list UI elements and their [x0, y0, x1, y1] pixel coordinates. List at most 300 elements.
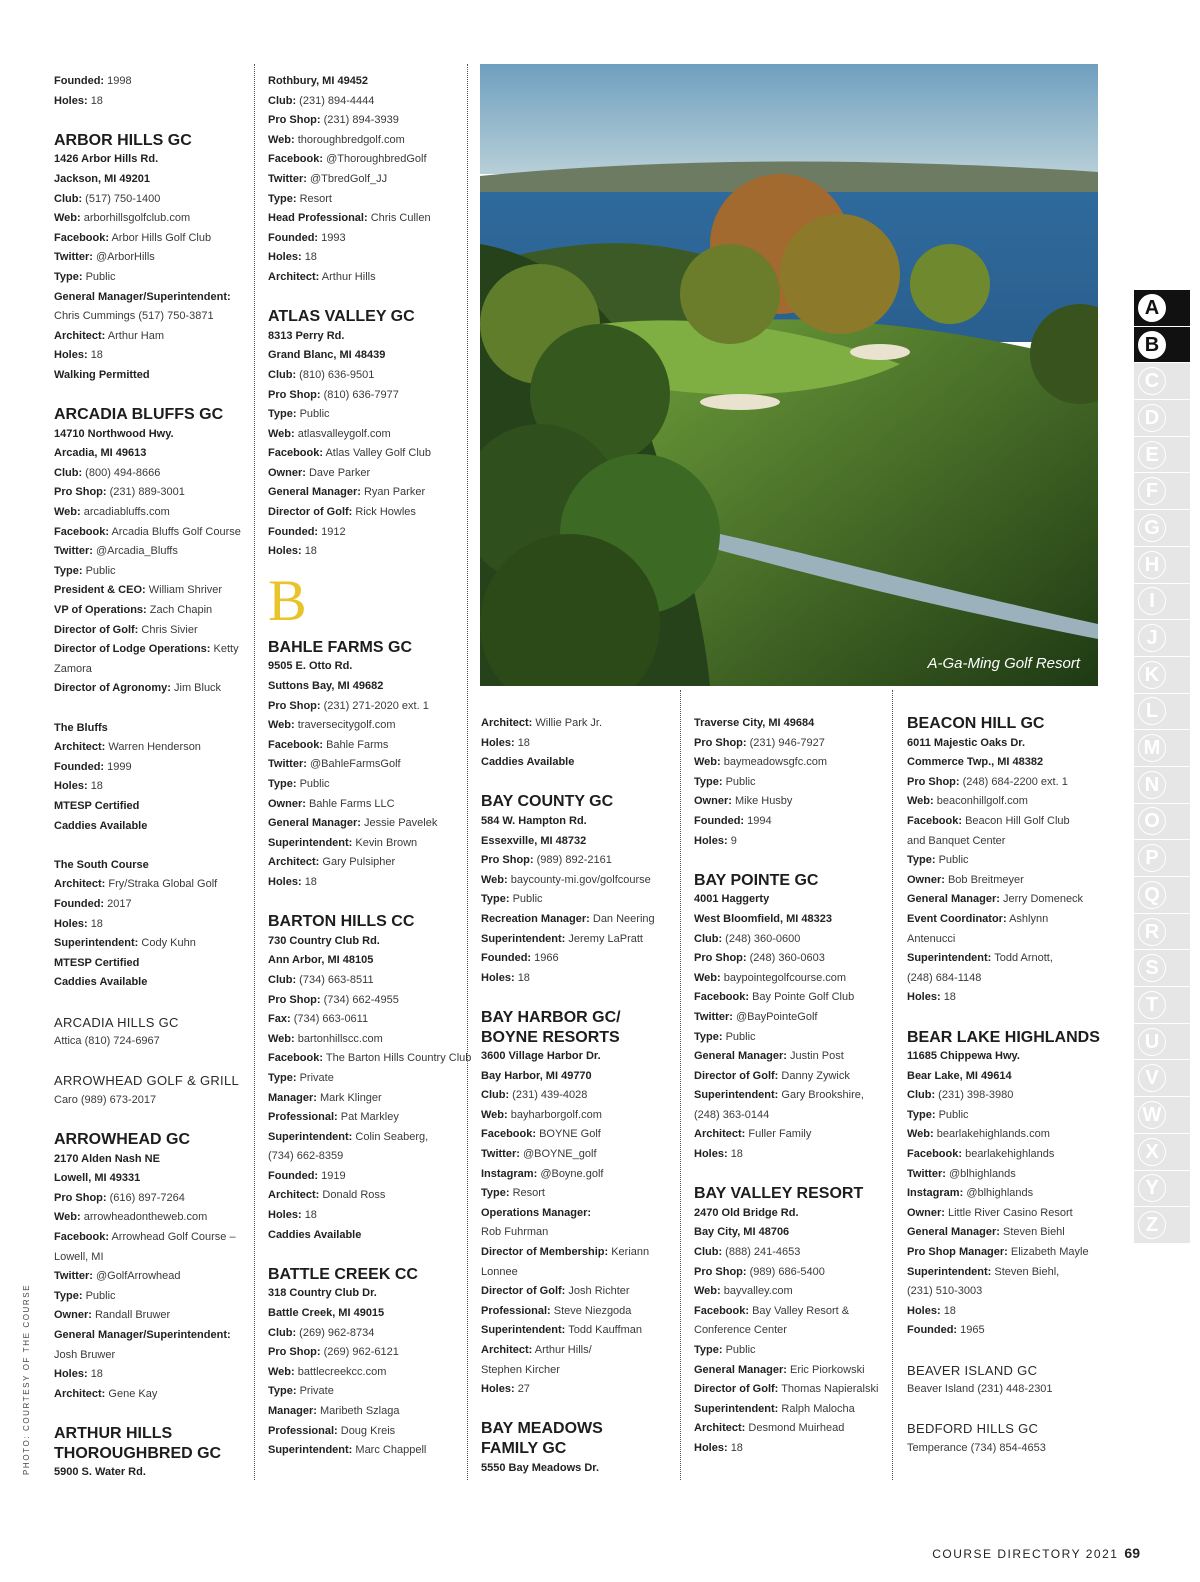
- directory-line: [907, 1165, 1117, 1185]
- course-name: BATTLE CREEK CC: [268, 1265, 418, 1283]
- directory-line: [268, 150, 458, 170]
- field-label: Superintendent:: [907, 1265, 992, 1278]
- spacer: [54, 1404, 244, 1424]
- course-name-minor: BEDFORD HILLS GC: [907, 1421, 1039, 1437]
- field-value: Steven Biehl,: [994, 1265, 1060, 1278]
- index-letter: S: [1138, 954, 1166, 982]
- field-value: 1998: [107, 75, 132, 87]
- field-label: Pro Shop:: [481, 854, 534, 867]
- field-label: General Manager:: [268, 817, 361, 830]
- directory-line: [481, 753, 671, 773]
- field-label: Architect:: [54, 1387, 106, 1400]
- directory-line: [268, 1422, 458, 1442]
- field-label: MTESP Certified: [54, 799, 140, 812]
- photo-caption: A-Ga-Ming Golf Resort: [927, 655, 1080, 672]
- field-value: (800) 494-8666: [85, 466, 161, 479]
- field-value: Jim Bluck: [174, 682, 222, 695]
- course-name: BAHLE FARMS GC: [268, 638, 412, 656]
- field-value: Keriann: [611, 1246, 650, 1259]
- field-value: (734) 663-8511: [299, 973, 374, 986]
- index-letter: U: [1138, 1028, 1166, 1056]
- field-value: Antenucci: [907, 932, 956, 945]
- directory-line: [481, 930, 671, 950]
- directory-line: [481, 1380, 671, 1400]
- field-value: 18: [517, 736, 530, 749]
- field-label: Architect:: [481, 1344, 533, 1356]
- directory-line: [54, 327, 244, 347]
- directory-line: [54, 72, 244, 92]
- directory-line: [481, 1047, 671, 1067]
- field-label: Superintendent:: [481, 1324, 566, 1337]
- directory-line: [54, 1306, 244, 1326]
- index-letter: O: [1138, 807, 1166, 835]
- directory-line: [268, 1226, 458, 1246]
- field-label: Club:: [54, 466, 83, 479]
- field-label: Facebook:: [907, 1148, 963, 1161]
- index-letter: Q: [1138, 881, 1166, 909]
- column-divider: [892, 690, 893, 1480]
- index-tab-g: [1134, 510, 1190, 547]
- course-name: BEAR LAKE HIGHLANDS: [907, 1028, 1100, 1046]
- directory-line: [694, 1204, 884, 1224]
- index-letter: F: [1138, 477, 1166, 505]
- field-label: 3600 Village Harbor Dr.: [481, 1050, 601, 1063]
- field-value: 18: [90, 917, 103, 930]
- field-label: Architect:: [268, 856, 320, 869]
- directory-line: [907, 988, 1117, 1008]
- page-number: 69: [1124, 1545, 1140, 1561]
- field-value: Warren Henderson: [108, 741, 201, 754]
- directory-line: [907, 812, 1117, 832]
- field-value: Beacon Hill Golf Club: [965, 814, 1070, 827]
- directory-line: [54, 1150, 244, 1170]
- directory-line: [54, 444, 244, 464]
- field-value: Josh Richter: [568, 1285, 630, 1298]
- spacer: [907, 1400, 1117, 1420]
- field-value: 1965: [960, 1324, 985, 1337]
- field-value: Ryan Parker: [363, 486, 426, 499]
- directory-line: [907, 1282, 1117, 1302]
- course-name-minor: ARROWHEAD GOLF & GRILL: [54, 1073, 240, 1089]
- field-label: 730 Country Club Rd.: [268, 934, 380, 947]
- field-label: Facebook:: [268, 153, 324, 166]
- footer-label: COURSE DIRECTORY 2021: [932, 1547, 1119, 1561]
- directory-line: [54, 503, 244, 523]
- field-value: (810) 636-7977: [323, 388, 399, 401]
- field-label: Holes:: [907, 1304, 941, 1317]
- field-label: Twitter:: [54, 545, 93, 558]
- field-value: Little River Casino Resort: [947, 1206, 1073, 1219]
- field-label: Club:: [907, 1089, 936, 1102]
- field-label: General Manager:: [694, 1050, 787, 1063]
- field-label: Holes:: [481, 971, 515, 984]
- field-value: Zach Chapin: [149, 604, 213, 617]
- field-value: 1919: [321, 1169, 346, 1182]
- field-label: General Manager/Superintendent:: [54, 290, 231, 303]
- field-value: Stephen Kircher: [481, 1363, 560, 1376]
- field-label: Owner:: [907, 873, 945, 886]
- index-tab-c: [1134, 363, 1190, 400]
- field-value: Atlas Valley Golf Club: [325, 447, 432, 460]
- field-value: Public: [299, 408, 330, 421]
- field-label: Holes:: [54, 780, 88, 793]
- field-value: Steven Biehl: [1002, 1226, 1065, 1239]
- index-letter: J: [1138, 624, 1166, 652]
- field-value: Desmond Muirhead: [748, 1422, 845, 1435]
- directory-line: [268, 542, 458, 562]
- directory-line: [268, 248, 458, 268]
- field-value: @BOYNE_golf: [522, 1148, 597, 1161]
- directory-line: [907, 871, 1117, 891]
- index-tab-b: [1134, 327, 1190, 364]
- field-label: Grand Blanc, MI 48439: [268, 349, 386, 362]
- index-letter: Z: [1138, 1211, 1166, 1239]
- directory-line: [694, 1439, 884, 1459]
- index-tab-r: [1134, 914, 1190, 951]
- spacer: [694, 1165, 884, 1185]
- directory-line: [694, 1282, 884, 1302]
- field-label: Twitter:: [54, 251, 93, 264]
- field-label: Pro Shop:: [694, 1265, 747, 1278]
- field-value: baypointegolfcourse.com: [723, 971, 847, 984]
- field-label: Pro Shop Manager:: [907, 1246, 1008, 1259]
- field-label: Manager:: [268, 1405, 317, 1417]
- field-label: Type:: [907, 1108, 936, 1121]
- field-value: bearlakehighlands.com: [936, 1128, 1050, 1141]
- column-divider: [467, 64, 468, 1480]
- directory-line: [907, 1204, 1117, 1224]
- field-label: Director of Golf:: [54, 623, 139, 636]
- field-label: Founded:: [268, 231, 319, 244]
- field-label: 2170 Alden Nash NE: [54, 1152, 160, 1165]
- directory-line: [694, 1380, 884, 1400]
- spacer: [694, 851, 884, 871]
- field-value: Lowell, MI: [54, 1250, 104, 1263]
- directory-line: [268, 1108, 458, 1128]
- field-label: Web:: [268, 1365, 295, 1378]
- field-value: Fry/Straka Global Golf: [108, 878, 218, 891]
- field-label: Caddies Available: [481, 756, 575, 769]
- field-label: Type:: [481, 1187, 510, 1200]
- field-value: 2017: [107, 897, 132, 910]
- index-letter: G: [1138, 514, 1166, 542]
- course-name-minor: ARCADIA HILLS GC: [54, 1014, 179, 1030]
- index-tab-k: [1134, 657, 1190, 694]
- field-value: (810) 636-9501: [299, 368, 375, 381]
- index-tab-m: [1134, 730, 1190, 767]
- field-value: (248) 360-0603: [749, 952, 825, 965]
- directory-line: [907, 949, 1117, 969]
- directory-line: [694, 930, 884, 950]
- field-value: William Shriver: [148, 584, 223, 597]
- field-label: Bay Harbor, MI 49770: [481, 1069, 592, 1082]
- field-label: Web:: [694, 756, 721, 769]
- directory-line: [694, 773, 884, 793]
- field-label: Web:: [54, 212, 81, 225]
- directory-line: [54, 1169, 244, 1189]
- directory-line: [54, 679, 244, 699]
- directory-line: [54, 268, 244, 288]
- course-name: BOYNE RESORTS: [481, 1028, 620, 1046]
- field-label: Pro Shop:: [54, 486, 107, 499]
- directory-line: [694, 1047, 884, 1067]
- field-label: Pro Shop:: [907, 775, 960, 788]
- field-value: Pat Markley: [340, 1111, 399, 1124]
- field-value: and Banquet Center: [907, 834, 1006, 847]
- field-value: Danny Zywick: [781, 1069, 850, 1082]
- course-name: THOROUGHBRED GC: [54, 1444, 222, 1462]
- field-label: Twitter:: [907, 1167, 946, 1180]
- field-value: Private: [299, 1071, 334, 1084]
- field-label: West Bloomfield, MI 48323: [694, 912, 832, 925]
- field-label: The South Course: [54, 858, 149, 871]
- field-value: (989) 686-5400: [749, 1265, 825, 1278]
- field-label: 1426 Arbor Hills Rd.: [54, 153, 159, 166]
- field-value: BOYNE Golf: [539, 1128, 601, 1141]
- directory-line: [54, 523, 244, 543]
- directory-line: [907, 1184, 1117, 1204]
- directory-line: [268, 170, 458, 190]
- field-value: Rick Howles: [355, 506, 416, 519]
- directory-line: [481, 1282, 671, 1302]
- directory-line: [481, 969, 671, 989]
- field-label: Superintendent:: [268, 1130, 353, 1143]
- field-label: Founded:: [54, 760, 105, 773]
- field-value: Public: [725, 1030, 756, 1043]
- field-label: Arcadia, MI 49613: [54, 447, 147, 460]
- field-value: 18: [304, 251, 317, 264]
- field-label: MTESP Certified: [54, 956, 140, 969]
- field-value: (231) 889-3001: [109, 486, 185, 499]
- index-tab-q: [1134, 877, 1190, 914]
- directory-line: [54, 856, 244, 876]
- field-value: (231) 946-7927: [749, 736, 825, 749]
- field-value: Resort: [299, 192, 332, 205]
- index-tab-y: [1134, 1171, 1190, 1208]
- field-label: General Manager/Superintendent:: [54, 1329, 231, 1341]
- directory-line: [481, 1361, 671, 1381]
- directory-line: [481, 1165, 671, 1185]
- directory-line: [54, 660, 244, 680]
- field-label: Recreation Manager:: [481, 912, 590, 925]
- directory-line: [268, 425, 458, 445]
- field-value: @Arcadia_Bluffs: [95, 545, 178, 558]
- field-value: Arrowhead Golf Course –: [111, 1231, 236, 1244]
- directory-line: [54, 248, 244, 268]
- directory-line: [54, 150, 244, 170]
- field-value: Bay Valley Resort &: [752, 1304, 850, 1317]
- directory-line: [54, 817, 244, 837]
- field-label: Club:: [268, 94, 297, 107]
- field-label: Professional:: [268, 1424, 338, 1437]
- field-label: Manager:: [268, 1091, 317, 1104]
- directory-line: [694, 1028, 884, 1048]
- directory-line: [54, 1267, 244, 1287]
- field-label: Holes:: [694, 834, 728, 847]
- field-label: Facebook:: [694, 991, 750, 1004]
- directory-line: [907, 1243, 1117, 1263]
- field-label: Founded:: [54, 75, 105, 87]
- index-letter: M: [1138, 734, 1166, 762]
- field-label: Holes:: [694, 1148, 728, 1161]
- column-3: [481, 714, 671, 1478]
- spacer: [481, 988, 671, 1008]
- field-value: Donald Ross: [322, 1189, 386, 1202]
- directory-line: [54, 1346, 244, 1366]
- field-value: Todd Kauffman: [568, 1324, 642, 1337]
- field-label: Instagram:: [481, 1167, 538, 1180]
- directory-line: [481, 890, 671, 910]
- field-label: Web:: [481, 1108, 508, 1121]
- field-label: 2470 Old Bridge Rd.: [694, 1206, 799, 1219]
- field-value: atlasvalleygolf.com: [297, 427, 391, 440]
- column-divider: [254, 64, 255, 1480]
- directory-line: [694, 832, 884, 852]
- field-label: Professional:: [481, 1304, 551, 1317]
- directory-line: [268, 1030, 458, 1050]
- directory-line: [694, 1361, 884, 1381]
- field-label: Architect:: [54, 878, 106, 891]
- field-value: battlecreekcc.com: [297, 1365, 387, 1378]
- field-label: Architect:: [54, 741, 106, 754]
- field-value: Public: [299, 778, 330, 790]
- field-value: bartonhillscc.com: [297, 1032, 383, 1045]
- directory-line: [694, 1243, 884, 1263]
- field-label: Web:: [694, 1285, 721, 1298]
- directory-line: [481, 1067, 671, 1087]
- directory-line: [268, 405, 458, 425]
- index-letter: I: [1138, 587, 1166, 615]
- directory-line: [268, 1441, 458, 1461]
- directory-line: [694, 890, 884, 910]
- directory-line: [268, 366, 458, 386]
- field-value: 18: [943, 991, 956, 1004]
- index-letter: N: [1138, 771, 1166, 799]
- field-label: Architect:: [54, 329, 106, 342]
- directory-line: [54, 758, 244, 778]
- index-tab-l: [1134, 694, 1190, 731]
- index-tab-j: [1134, 620, 1190, 657]
- directory-line: [268, 1324, 458, 1344]
- directory-line: [268, 346, 458, 366]
- index-tab-o: [1134, 804, 1190, 841]
- directory-line: [694, 812, 884, 832]
- field-value: (231) 398-3980: [938, 1089, 1014, 1102]
- field-value: Willie Park Jr.: [535, 717, 603, 729]
- field-label: Club:: [268, 1326, 297, 1339]
- directory-line: [54, 875, 244, 895]
- directory-line: [54, 366, 244, 386]
- field-label: Suttons Bay, MI 49682: [268, 680, 384, 693]
- directory-line: [268, 190, 458, 210]
- field-value: (231) 894-3939: [323, 114, 399, 127]
- field-label: Caddies Available: [268, 1228, 362, 1241]
- field-label: Architect:: [481, 717, 533, 729]
- field-value: 18: [943, 1304, 956, 1317]
- field-value: @blhighlands: [966, 1187, 1034, 1200]
- field-label: 318 Country Club Dr.: [268, 1287, 377, 1300]
- directory-line: [481, 1459, 671, 1479]
- field-label: Facebook:: [481, 1128, 537, 1141]
- page-footer: [932, 1545, 1140, 1561]
- course-name: ARCADIA BLUFFS GC: [54, 406, 224, 424]
- directory-line: [54, 581, 244, 601]
- field-value: arborhillsgolfclub.com: [83, 212, 191, 225]
- directory-line: [54, 601, 244, 621]
- directory-line: [907, 930, 1117, 950]
- field-value: Fuller Family: [748, 1128, 812, 1141]
- field-label: The Bluffs: [54, 721, 108, 734]
- field-value: traversecitygolf.com: [297, 719, 396, 732]
- directory-line: [481, 1125, 671, 1145]
- field-value: Jerry Domeneck: [1002, 893, 1084, 906]
- field-label: Holes:: [54, 1368, 88, 1381]
- field-label: Facebook:: [54, 231, 110, 244]
- field-label: Web:: [268, 719, 295, 732]
- index-tab-z: [1134, 1207, 1190, 1244]
- field-label: Holes:: [694, 1441, 728, 1454]
- directory-line: [907, 890, 1117, 910]
- field-label: General Manager:: [907, 1226, 1000, 1239]
- field-label: Battle Creek, MI 49015: [268, 1307, 385, 1320]
- field-value: Arbor Hills Golf Club: [111, 231, 212, 244]
- field-label: Superintendent:: [694, 1402, 779, 1415]
- field-label: Bay City, MI 48706: [694, 1226, 790, 1239]
- field-value: Zamora: [54, 662, 92, 675]
- directory-line: [54, 621, 244, 641]
- field-value: (231) 271-2020 ext. 1: [323, 699, 429, 712]
- field-value: (734) 663-0611: [293, 1013, 369, 1026]
- directory-line: [54, 1228, 244, 1248]
- field-label: General Manager:: [694, 1363, 787, 1376]
- field-value: @GolfArrowhead: [95, 1270, 181, 1283]
- directory-line: [54, 425, 244, 445]
- field-value: Public: [85, 1289, 116, 1302]
- field-label: Caddies Available: [54, 819, 148, 832]
- directory-line: [268, 716, 458, 736]
- field-label: Superintendent:: [268, 1444, 353, 1457]
- field-value: Mike Husby: [734, 795, 793, 808]
- field-label: Director of Membership:: [481, 1246, 609, 1259]
- field-label: 4001 Haggerty: [694, 893, 770, 906]
- field-value: 1966: [534, 952, 559, 965]
- field-value: Temperance (734) 854-4653: [907, 1441, 1046, 1454]
- field-label: Twitter:: [268, 172, 307, 185]
- section-letter: B: [268, 567, 307, 633]
- field-label: General Manager:: [268, 486, 361, 499]
- directory-line: [694, 1086, 884, 1106]
- directory-line: [268, 72, 458, 92]
- directory-line: [268, 775, 458, 795]
- field-label: Architect:: [694, 1128, 746, 1141]
- field-value: @BahleFarmsGolf: [309, 758, 401, 771]
- field-value: The Barton Hills Country Club: [325, 1052, 472, 1065]
- directory-line: [694, 1125, 884, 1145]
- index-letter: V: [1138, 1064, 1166, 1092]
- field-label: Owner:: [268, 466, 306, 479]
- directory-line: [907, 910, 1117, 930]
- directory-line: [694, 1223, 884, 1243]
- directory-line: [54, 1365, 244, 1385]
- field-label: Club:: [481, 1089, 510, 1102]
- directory-line: [54, 1208, 244, 1228]
- field-value: @BayPointeGolf: [735, 1010, 818, 1023]
- directory-line: [907, 1223, 1117, 1243]
- field-label: Facebook:: [907, 814, 963, 827]
- field-value: Public: [85, 564, 116, 577]
- field-label: Facebook:: [54, 525, 110, 538]
- field-value: baymeadowsgfc.com: [723, 756, 828, 769]
